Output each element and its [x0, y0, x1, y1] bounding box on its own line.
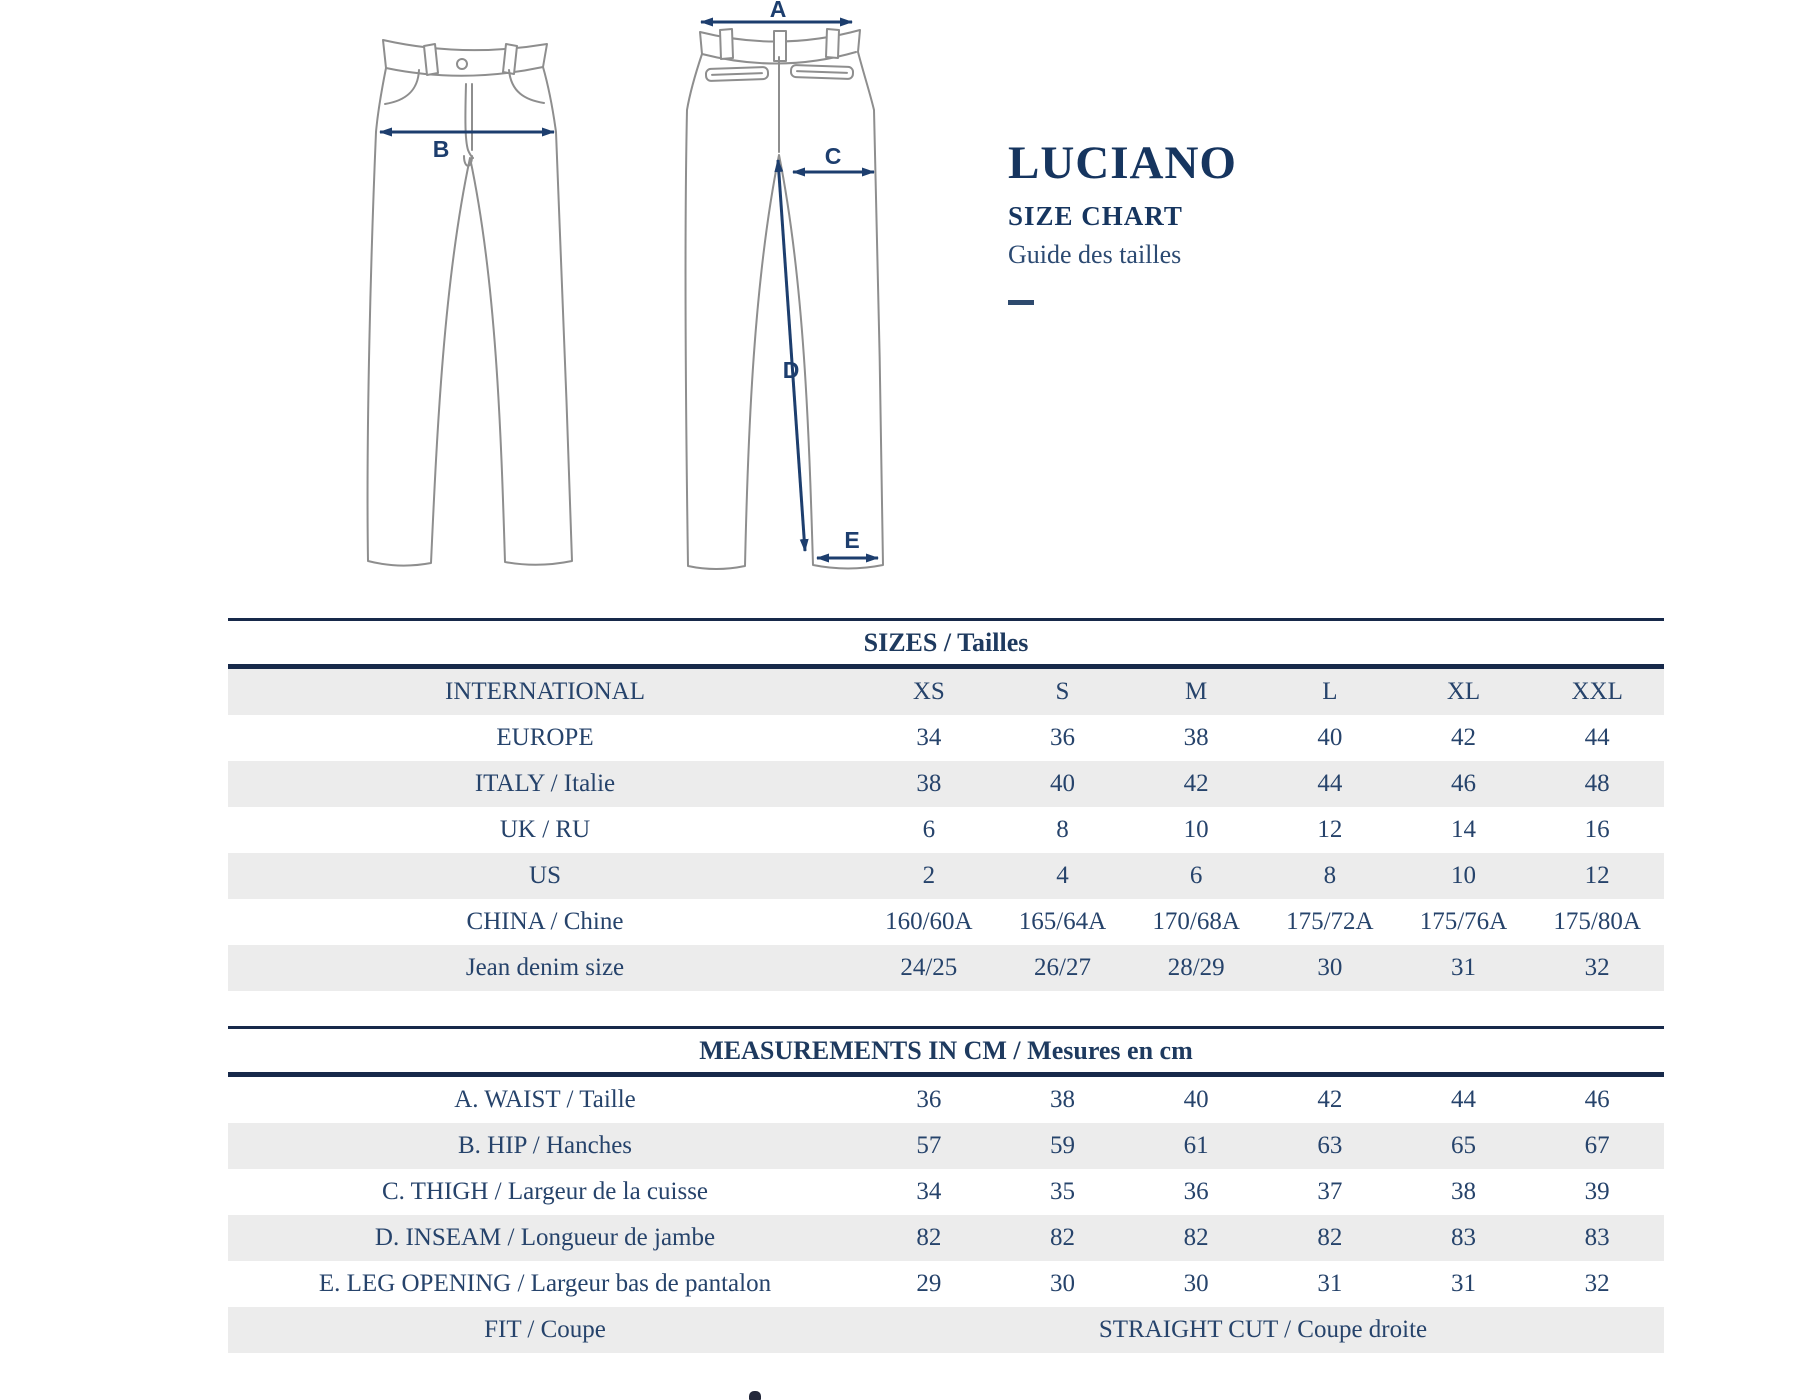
- page-subtitle: SIZE CHART: [1008, 201, 1183, 231]
- row-value: 82: [916, 1224, 942, 1251]
- row-value: 34: [916, 724, 942, 751]
- measurements-table: [228, 1026, 1664, 1353]
- row-value: 8: [1056, 816, 1069, 843]
- row-value: 31: [1450, 954, 1476, 981]
- pants-front-outline: [368, 40, 572, 566]
- row-label: C. THIGH / Largeur de la cuisse: [381, 1178, 709, 1205]
- front-belt-loop-left: [424, 44, 438, 75]
- page-subtitle-french: Guide des tailles: [1008, 240, 1182, 269]
- table-row: [228, 715, 1664, 761]
- row-value: 39: [1584, 1178, 1610, 1205]
- row-value: 42: [1317, 1086, 1343, 1113]
- row-value: 26/27: [1034, 954, 1091, 981]
- row-label: ITALY / Italie: [474, 770, 616, 797]
- table-row: [228, 669, 1664, 715]
- row-value: 30: [1317, 954, 1343, 981]
- row-span-value: STRAIGHT CUT / Coupe droite: [1098, 1316, 1428, 1343]
- table-title: MEASUREMENTS IN CM / Mesures en cm: [228, 1026, 1664, 1077]
- row-value: 12: [1317, 816, 1343, 843]
- row-value: 6: [1189, 862, 1203, 889]
- row-value: 61: [1183, 1132, 1209, 1159]
- row-value: 38: [1183, 724, 1209, 751]
- cropped-bottom-glyph: [749, 1391, 761, 1400]
- pants-back-outline: [685, 30, 883, 569]
- row-value: 16: [1584, 816, 1610, 843]
- row-value: 30: [1049, 1270, 1075, 1297]
- row-value: 40: [1317, 724, 1343, 751]
- back-belt-loop-left: [720, 29, 733, 59]
- row-value: 63: [1317, 1132, 1343, 1159]
- row-value: M: [1185, 678, 1208, 705]
- row-value: 36: [1183, 1178, 1209, 1205]
- table-row: [228, 853, 1664, 899]
- front-belt-loop-right: [503, 44, 517, 74]
- row-value: L: [1322, 678, 1338, 705]
- row-value: 32: [1584, 954, 1610, 981]
- row-value: 10: [1183, 816, 1209, 843]
- row-label: Jean denim size: [465, 954, 625, 981]
- front-button: [457, 59, 467, 69]
- row-value: 8: [1323, 862, 1337, 889]
- row-value: XS: [912, 678, 945, 705]
- row-value: XXL: [1571, 678, 1623, 705]
- table-row: [228, 761, 1664, 807]
- row-value: 65: [1450, 1132, 1476, 1159]
- row-value: 12: [1584, 862, 1610, 889]
- row-value: 35: [1049, 1178, 1075, 1205]
- row-value: 44: [1317, 770, 1343, 797]
- sizes-table: [228, 618, 1664, 991]
- row-value: 83: [1450, 1224, 1476, 1251]
- row-value: 34: [916, 1178, 942, 1205]
- row-value: 38: [916, 770, 942, 797]
- table-row: [228, 1169, 1664, 1215]
- back-pocket-right: [791, 65, 853, 79]
- sizes-table-rows: [228, 669, 1664, 991]
- row-label: B. HIP / Hanches: [457, 1132, 633, 1159]
- row-value: 48: [1584, 770, 1610, 797]
- pants-diagram: [0, 0, 1000, 600]
- back-belt-loop-middle: [774, 31, 786, 61]
- row-value: 82: [1049, 1224, 1075, 1251]
- brand-block: [1008, 137, 1428, 305]
- row-label: US: [529, 862, 561, 889]
- row-label: UK / RU: [499, 816, 591, 843]
- row-label: E. LEG OPENING / Largeur bas de pantalon: [318, 1270, 772, 1297]
- row-value: 160/60A: [885, 908, 973, 935]
- row-value: 29: [916, 1270, 942, 1297]
- row-value: 46: [1450, 770, 1476, 797]
- pants-front-diagram: [368, 40, 572, 566]
- table-row: [228, 1123, 1664, 1169]
- row-value: 44: [1584, 724, 1610, 751]
- row-value: 83: [1584, 1224, 1610, 1251]
- row-value: 38: [1049, 1086, 1075, 1113]
- row-value: 82: [1317, 1224, 1343, 1251]
- measurements-table-rows: [228, 1077, 1664, 1353]
- row-value: 24/25: [900, 954, 958, 981]
- row-value: 44: [1450, 1086, 1476, 1113]
- row-value: 175/76A: [1419, 908, 1508, 935]
- label-b: B: [432, 136, 450, 162]
- table-row: [228, 807, 1664, 853]
- row-value: 38: [1450, 1178, 1476, 1205]
- table-row: [228, 945, 1664, 991]
- row-label: CHINA / Chine: [466, 908, 624, 935]
- table-row: [228, 1307, 1664, 1353]
- row-value: 175/80A: [1553, 908, 1641, 935]
- row-value: 40: [1183, 1086, 1209, 1113]
- row-value: 31: [1450, 1270, 1476, 1297]
- table-row: [228, 1215, 1664, 1261]
- row-label: A. WAIST / Taille: [454, 1086, 636, 1113]
- row-label: D. INSEAM / Longueur de jambe: [374, 1224, 716, 1251]
- row-value: 82: [1183, 1224, 1209, 1251]
- table-row: [228, 1261, 1664, 1307]
- row-value: 36: [1049, 724, 1075, 751]
- row-value: 175/72A: [1286, 908, 1374, 935]
- row-value: 59: [1049, 1132, 1075, 1159]
- row-value: 40: [1049, 770, 1075, 797]
- row-label: INTERNATIONAL: [445, 678, 645, 705]
- row-value: S: [1055, 678, 1070, 705]
- title-dash: [1008, 300, 1034, 305]
- row-value: 67: [1584, 1132, 1610, 1159]
- table-title: SIZES / Tailles: [228, 618, 1664, 669]
- row-value: 10: [1450, 862, 1476, 889]
- row-value: 4: [1056, 862, 1069, 889]
- row-value: 36: [916, 1086, 942, 1113]
- table-row: [228, 1077, 1664, 1123]
- row-value: 165/64A: [1018, 908, 1107, 935]
- pants-back-diagram: [685, 29, 883, 569]
- row-value: 57: [916, 1132, 942, 1159]
- row-label: EUROPE: [496, 724, 594, 751]
- row-value: 30: [1183, 1270, 1209, 1297]
- row-value: 14: [1450, 816, 1476, 843]
- row-value: 37: [1317, 1178, 1343, 1205]
- row-value: 42: [1450, 724, 1476, 751]
- row-value: 42: [1183, 770, 1209, 797]
- row-value: 46: [1584, 1086, 1610, 1113]
- page-title: LUCIANO: [1008, 137, 1237, 189]
- back-pocket-left: [706, 67, 768, 81]
- row-value: 2: [922, 862, 936, 889]
- row-label: FIT / Coupe: [484, 1316, 606, 1343]
- row-value: 28/29: [1167, 954, 1225, 981]
- label-a: A: [769, 0, 787, 22]
- table-row: [228, 899, 1664, 945]
- row-value: 31: [1317, 1270, 1343, 1297]
- back-belt-loop-right: [826, 29, 839, 58]
- row-value: 6: [922, 816, 936, 843]
- label-e: E: [844, 527, 860, 553]
- label-d: D: [782, 357, 800, 383]
- row-value: 32: [1584, 1270, 1610, 1297]
- label-c: C: [824, 143, 842, 169]
- row-value: 170/68A: [1152, 908, 1240, 935]
- row-value: XL: [1446, 678, 1481, 705]
